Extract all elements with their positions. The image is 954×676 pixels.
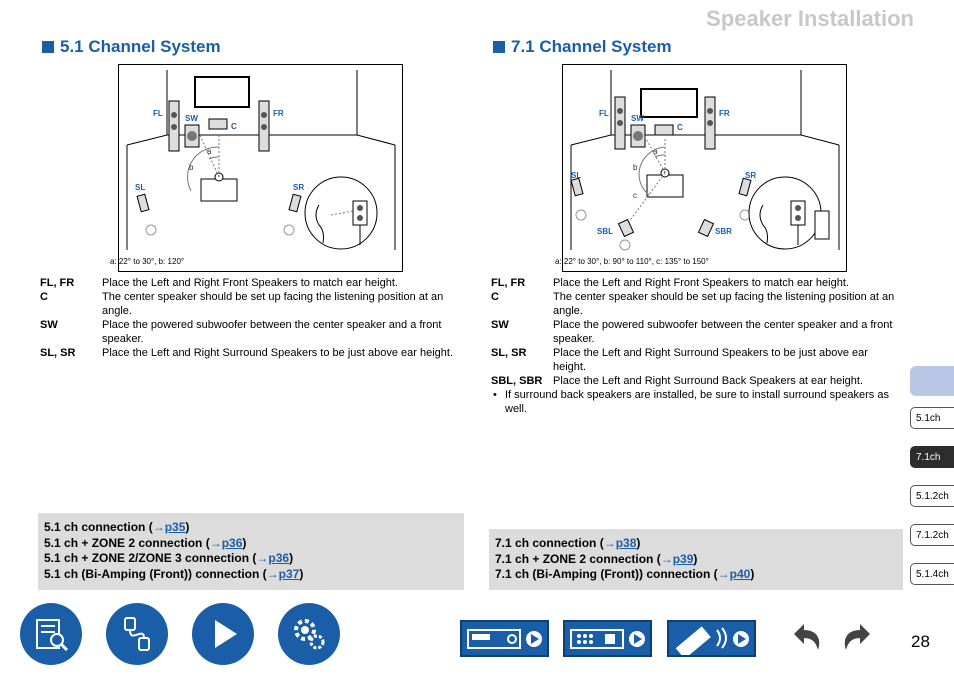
page-link-p35[interactable]: p35 [164, 520, 186, 534]
description-row [40, 290, 460, 318]
arrow-icon: → [717, 567, 730, 581]
tab-5-1ch[interactable]: 5.1ch [910, 407, 954, 429]
section-heading-7-1 [493, 37, 672, 57]
desc-text: Place the Left and Right Front Speakers to match ear height. [553, 277, 849, 289]
desc-text: Place the Left and Right Front Speakers to match ear height. [102, 277, 398, 289]
label-angle-c: c [633, 191, 637, 200]
remote-control-icon [669, 622, 754, 655]
sidetab-blank [910, 366, 954, 396]
page-link-p39[interactable]: p39 [672, 551, 694, 566]
close-paren: ) [299, 566, 304, 581]
label-angle-b: b [189, 163, 194, 172]
connection-row [44, 536, 458, 552]
label-fl: FL [153, 109, 163, 118]
connection-text: 5.1 ch + ZONE 2/ZONE 3 connection ( [44, 551, 257, 565]
page-link-p36[interactable]: p36 [268, 551, 290, 565]
page-link-p38[interactable]: p38 [615, 536, 637, 550]
forward-arrow-icon [838, 620, 878, 656]
description-row [491, 374, 901, 388]
playback-icon [203, 614, 243, 654]
arrow-icon: → [209, 535, 222, 550]
bullet-glyph: • [493, 389, 497, 401]
label-sr: SR [745, 171, 757, 180]
close-paren: ) [289, 551, 294, 565]
manual-contents-button[interactable] [20, 603, 82, 665]
label-angle-a: a [207, 147, 212, 156]
label-angle-b: b [633, 163, 638, 172]
connection-text: 7.1 ch + ZONE 2 connection ( [495, 551, 661, 566]
room-layout-graphic [563, 65, 847, 272]
connection-text: 7.1 ch connection ( [495, 536, 604, 550]
label-fr: FR [273, 109, 284, 118]
description-row [40, 346, 460, 360]
section-heading-text: 7.1 Channel System [511, 37, 672, 56]
desc-term: C [40, 291, 48, 303]
tab-7-1ch[interactable]: 7.1ch [910, 446, 954, 468]
tab-7-1-2ch[interactable]: 7.1.2ch [910, 524, 954, 546]
description-row [491, 276, 901, 290]
manual-contents-icon [31, 614, 71, 654]
connections-icon [117, 614, 157, 654]
label-c: C [677, 123, 683, 132]
label-angle-a: a [653, 147, 658, 156]
description-list-5-1 [40, 276, 460, 360]
label-sr: SR [293, 183, 305, 192]
tab-5-1-4ch[interactable]: 5.1.4ch [910, 563, 954, 585]
arrow-icon: → [660, 551, 673, 566]
label-sw: SW [185, 114, 198, 123]
connection-row [44, 551, 458, 567]
angle-note-5-1: a: 22° to 30°, b: 120° [110, 257, 185, 266]
desc-text: The center speaker should be set up facing the listening position at an angle. [102, 291, 444, 317]
arrow-icon: → [152, 520, 165, 534]
description-row [491, 346, 901, 374]
desc-term: C [491, 291, 499, 303]
label-sl: SL [571, 171, 582, 180]
tab-5-1-2ch[interactable]: 5.1.2ch [910, 485, 954, 507]
close-paren: ) [636, 536, 641, 550]
desc-term: SL, SR [40, 347, 76, 359]
connection-links-7-1 [489, 529, 903, 590]
close-paren: ) [750, 567, 755, 581]
remote-control-button[interactable] [667, 620, 756, 657]
page-link-p37[interactable]: p37 [278, 566, 300, 581]
desc-text: Place the Left and Right Surround Back Speakers at ear height. [553, 375, 864, 387]
label-sl: SL [135, 183, 146, 192]
receiver-front-panel-icon [462, 622, 547, 655]
desc-text: Place the Left and Right Surround Speakers to be just above ear height. [553, 347, 868, 373]
heading-square-icon [42, 41, 54, 53]
room-layout-graphic [119, 65, 403, 272]
playback-button[interactable] [192, 603, 254, 665]
connection-text: 5.1 ch connection ( [44, 520, 153, 534]
page-link-p36[interactable]: p36 [221, 535, 243, 550]
description-row [491, 290, 901, 318]
desc-term: SW [40, 319, 58, 331]
connection-text: 7.1 ch (Bi-Amping (Front)) connection ( [495, 567, 718, 581]
diagram-7-1-room [562, 64, 847, 272]
connection-row [495, 552, 897, 568]
receiver-front-panel-button[interactable] [460, 620, 549, 657]
label-fl: FL [599, 109, 609, 118]
desc-term: FL, FR [40, 277, 75, 289]
label-c: C [231, 122, 237, 131]
receiver-rear-panel-icon [565, 622, 650, 655]
connection-row [495, 567, 897, 583]
connection-row [44, 567, 458, 583]
desc-term: SBL, SBR [491, 375, 543, 387]
setup-button[interactable] [278, 603, 340, 665]
label-sw: SW [631, 114, 644, 123]
connection-row [495, 536, 897, 552]
page-title: Speaker Installation [706, 6, 914, 31]
label-sbl: SBL [597, 227, 613, 236]
connection-links-5-1 [38, 513, 464, 590]
close-paren: ) [185, 520, 190, 534]
heading-square-icon [493, 41, 505, 53]
receiver-rear-panel-button[interactable] [563, 620, 652, 657]
connections-button[interactable] [106, 603, 168, 665]
page-link-p40[interactable]: p40 [729, 567, 751, 581]
bullet-text: If surround back speakers are installed, be sure to install surround speakers as well. [505, 389, 889, 415]
desc-text: Place the powered subwoofer between the center speaker and a front speaker. [102, 319, 442, 345]
close-paren: ) [242, 535, 247, 550]
desc-term: SL, SR [491, 347, 527, 359]
page-number: 28 [911, 632, 930, 651]
description-row [40, 318, 460, 346]
description-row [40, 276, 460, 290]
arrow-icon: → [266, 566, 279, 581]
arrow-icon: → [603, 536, 616, 550]
description-list-7-1 [491, 276, 901, 416]
desc-term: FL, FR [491, 277, 526, 289]
desc-text: Place the Left and Right Surround Speakers to be just above ear height. [102, 347, 454, 359]
desc-text: The center speaker should be set up facing the listening position at an angle. [553, 291, 895, 317]
connection-row [44, 520, 458, 536]
note-bullet [491, 388, 901, 416]
angle-note-7-1: a: 22° to 30°, b: 90° to 110°, c: 135° to 150° [555, 257, 709, 266]
setup-gear-icon [287, 612, 331, 656]
label-fr: FR [719, 109, 730, 118]
connection-text: 5.1 ch + ZONE 2 connection ( [44, 535, 210, 550]
section-heading-text: 5.1 Channel System [60, 37, 221, 56]
forward-button[interactable] [838, 620, 878, 656]
description-row [491, 318, 901, 346]
label-sbr: SBR [715, 227, 732, 236]
diagram-5-1-room [118, 64, 403, 272]
back-button[interactable] [786, 620, 826, 656]
arrow-icon: → [256, 551, 269, 565]
connection-text: 5.1 ch (Bi-Amping (Front)) connection ( [44, 566, 267, 581]
close-paren: ) [693, 551, 698, 566]
back-arrow-icon [786, 620, 826, 656]
desc-term: SW [491, 319, 509, 331]
section-heading-5-1 [42, 37, 221, 57]
desc-text: Place the powered subwoofer between the center speaker and a front speaker. [553, 319, 893, 345]
